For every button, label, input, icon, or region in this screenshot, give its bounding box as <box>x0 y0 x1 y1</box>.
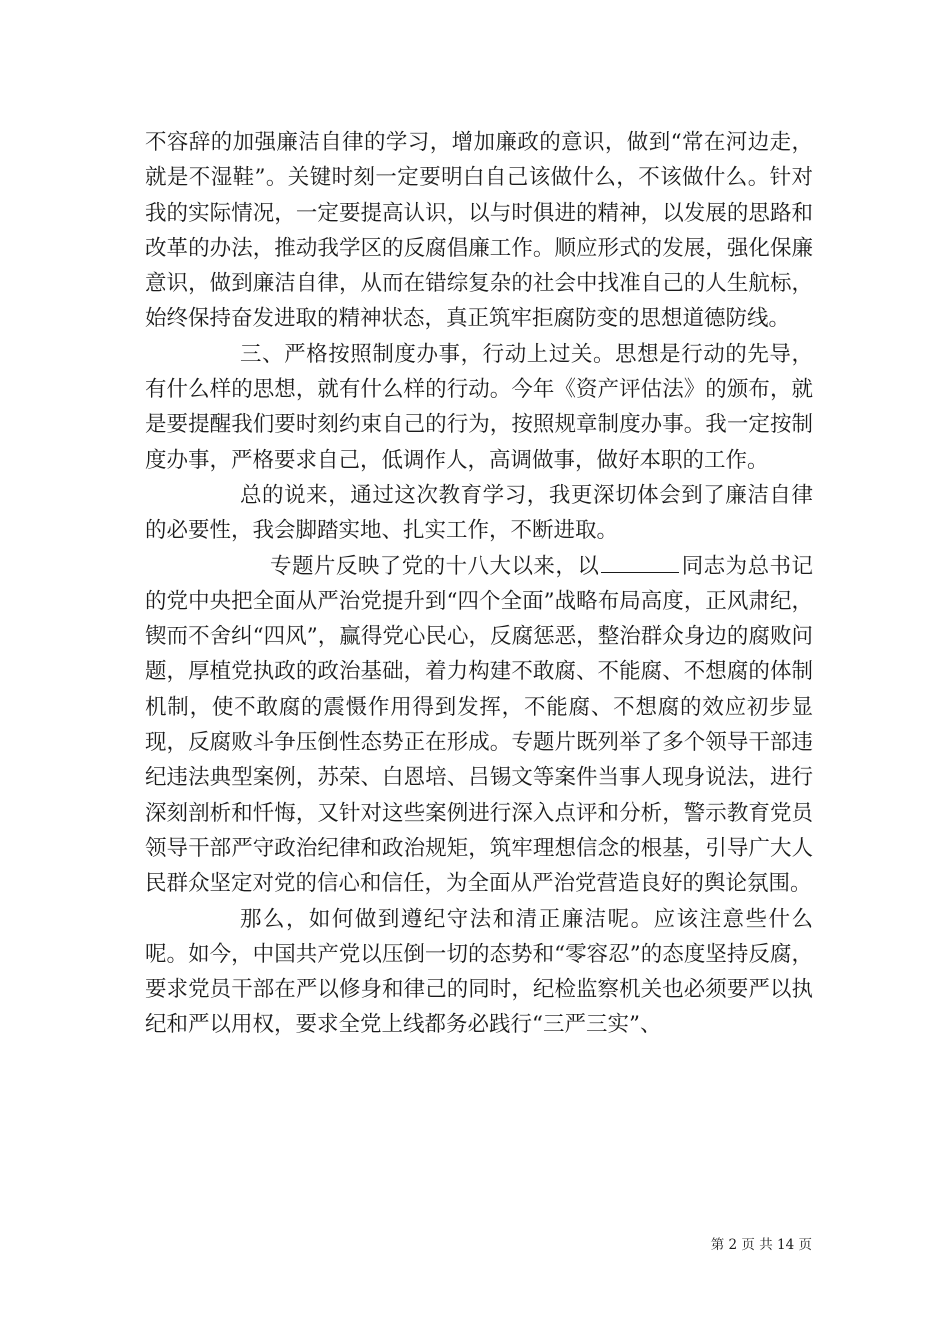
document-body <box>145 125 813 1043</box>
paragraph-section-three: 三、严格按照制度办事，行动上过关。思想是行动的先导，有什么样的思想，就有什么样的行动。今年《资产评估法》的颁布，就是要提醒我们要时刻约束自己的行为，按照规章制度办事。我一定按制度办事，严格要求自己，低调作人，高调做事，做好本职的工作。 <box>145 341 813 473</box>
page-number: 第 2 页 共 14 页 <box>710 1237 812 1253</box>
documentary-text-before-blank: 专题片反映了党的十八大以来，以 <box>270 553 600 579</box>
fill-in-blank <box>601 552 679 573</box>
paragraph-documentary <box>145 549 813 902</box>
paragraph-continuation: 不容辞的加强廉洁自律的学习，增加廉政的意识，做到“常在河边走，就是不湿鞋”。关键时刻一定要明白自己该做什么，不该做什么。针对我的实际情况，一定要提高认识，以与时俱进的精神，以发展的思路和改革的办法，推动我学区的反腐倡廉工作。顺应形式的发展，强化保廉意识，做到廉洁自律，从而在错综复杂的社会中找准自己的人生航标，始终保持奋发进取的精神状态，真正筑牢拒腐防变的思想道德防线。 <box>145 130 813 332</box>
paragraph-summary: 总的说来，通过这次教育学习，我更深切体会到了廉洁自律的必要性，我会脚踏实地、扎实工作，不断进取。 <box>145 482 813 544</box>
paragraph-question: 那么，如何做到遵纪守法和清正廉洁呢。应该注意些什么呢。如今，中国共产党以压倒一切的态势和“零容忍”的态度坚持反腐，要求党员干部在严以修身和律己的同时，纪检监察机关也必须要严以执纪和严以用权，要求全党上线都务必践行“三严三实”、 <box>145 906 813 1038</box>
documentary-text-after-blank: 同志为总书记的党中央把全面从严治党提升到“四个全面”战略布局高度，正风肃纪，锲而不舍纠“四风”，赢得党心民心，反腐惩恶，整治群众身边的腐败问题，厚植党执政的政治基础，着力构建不敢腐、不能腐、不想腐的体制机制，使不敢腐的震慑作用得到发挥，不能腐、不想腐的效应初步显现，反腐败斗争压倒性态势正在形成。专题片既列举了多个领导干部违纪违法典型案例，苏荣、白恩培、吕锡文等案件当事人现身说法，进行深刻剖析和忏悔，又针对这些案例进行深入点评和分析，警示教育党员领导干部严守政治纪律和政治规矩，筑牢理想信念的根基，引导广大人民群众坚定对党的信心和信任，为全面从严治党营造良好的舆论氛围。 <box>145 553 813 897</box>
